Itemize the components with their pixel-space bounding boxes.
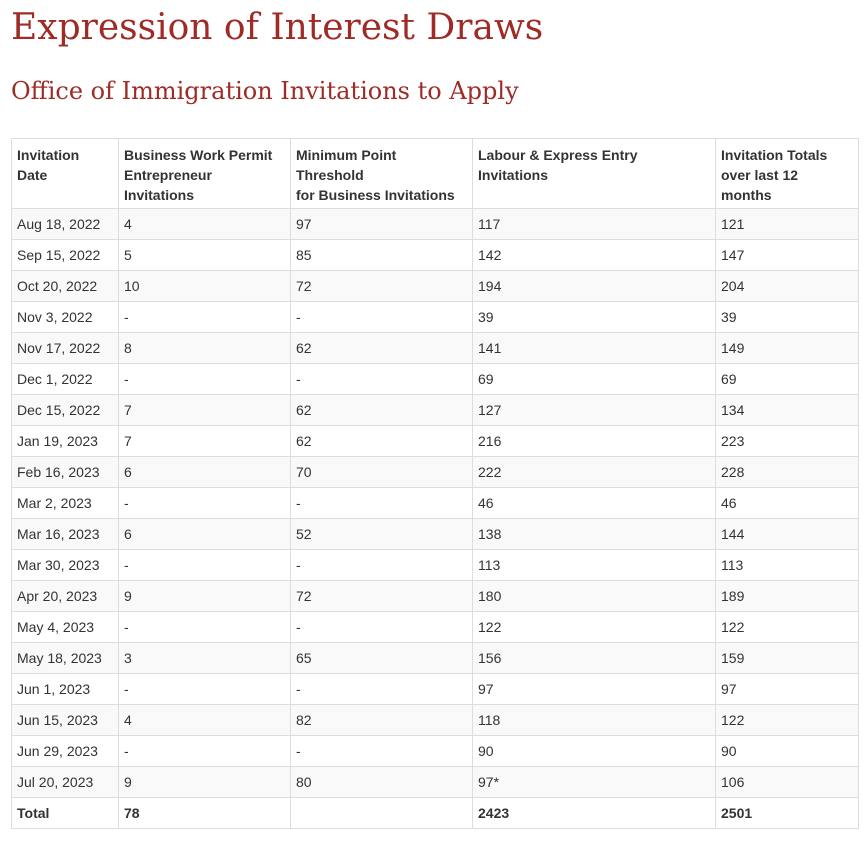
cell-minimum-point: 62: [291, 426, 473, 457]
cell-invitation-date: Mar 30, 2023: [12, 550, 119, 581]
cell-business-invitations: -: [119, 364, 291, 395]
table-row: [12, 767, 859, 798]
cell-invitation-totals: 39: [716, 302, 859, 333]
cell-labour-express-entry: 216: [473, 426, 716, 457]
cell-minimum-point: 52: [291, 519, 473, 550]
cell-minimum-point: -: [291, 488, 473, 519]
cell-invitation-date: Jul 20, 2023: [12, 767, 119, 798]
cell-minimum-point: 82: [291, 705, 473, 736]
cell-invitation-date: Mar 2, 2023: [12, 488, 119, 519]
cell-labour-express-entry: 180: [473, 581, 716, 612]
cell-minimum-point: 85: [291, 240, 473, 271]
cell-business-invitations: 9: [119, 581, 291, 612]
cell-labour-express-entry: 127: [473, 395, 716, 426]
cell-labour-express-entry: 118: [473, 705, 716, 736]
cell-invitation-date: Mar 16, 2023: [12, 519, 119, 550]
header-invitation-totals: Invitation Totals over last 12 months: [716, 139, 859, 209]
cell-invitation-totals: 46: [716, 488, 859, 519]
cell-labour-express-entry: 97: [473, 674, 716, 705]
cell-minimum-point: 72: [291, 581, 473, 612]
total-invitation-totals: 2501: [716, 798, 859, 829]
cell-business-invitations: 4: [119, 209, 291, 240]
cell-invitation-date: Oct 20, 2022: [12, 271, 119, 302]
cell-minimum-point: -: [291, 550, 473, 581]
table-body: [12, 209, 859, 798]
table-row: [12, 488, 859, 519]
cell-business-invitations: 9: [119, 767, 291, 798]
cell-invitation-date: Aug 18, 2022: [12, 209, 119, 240]
cell-invitation-date: Jan 19, 2023: [12, 426, 119, 457]
table-row: [12, 271, 859, 302]
cell-invitation-date: Apr 20, 2023: [12, 581, 119, 612]
cell-business-invitations: 5: [119, 240, 291, 271]
cell-invitation-totals: 144: [716, 519, 859, 550]
cell-invitation-totals: 69: [716, 364, 859, 395]
cell-business-invitations: -: [119, 302, 291, 333]
table-row: [12, 643, 859, 674]
cell-minimum-point: 72: [291, 271, 473, 302]
total-labour-express-entry: 2423: [473, 798, 716, 829]
cell-labour-express-entry: 156: [473, 643, 716, 674]
cell-minimum-point: 80: [291, 767, 473, 798]
cell-invitation-totals: 189: [716, 581, 859, 612]
table-row: [12, 550, 859, 581]
cell-business-invitations: 6: [119, 457, 291, 488]
page-title: Expression of Interest Draws: [11, 7, 544, 48]
cell-labour-express-entry: 97*: [473, 767, 716, 798]
cell-labour-express-entry: 90: [473, 736, 716, 767]
table-row: [12, 395, 859, 426]
cell-labour-express-entry: 141: [473, 333, 716, 364]
page-subtitle: Office of Immigration Invitations to Apply: [11, 77, 519, 105]
cell-labour-express-entry: 222: [473, 457, 716, 488]
table-row: [12, 333, 859, 364]
cell-invitation-date: Jun 15, 2023: [12, 705, 119, 736]
cell-invitation-totals: 121: [716, 209, 859, 240]
cell-invitation-totals: 122: [716, 705, 859, 736]
total-minimum-point: [291, 798, 473, 829]
cell-invitation-date: Dec 1, 2022: [12, 364, 119, 395]
cell-invitation-totals: 147: [716, 240, 859, 271]
eoi-draws-table: [11, 138, 859, 829]
cell-business-invitations: 7: [119, 426, 291, 457]
table-total-row: [12, 798, 859, 829]
cell-invitation-date: Jun 1, 2023: [12, 674, 119, 705]
header-business-work-permit: Business Work Permit Entrepreneur Invitations: [119, 139, 291, 209]
table-row: [12, 674, 859, 705]
cell-labour-express-entry: 39: [473, 302, 716, 333]
cell-invitation-totals: 113: [716, 550, 859, 581]
cell-minimum-point: -: [291, 674, 473, 705]
table-row: [12, 519, 859, 550]
cell-invitation-date: Dec 15, 2022: [12, 395, 119, 426]
cell-business-invitations: 7: [119, 395, 291, 426]
cell-business-invitations: -: [119, 612, 291, 643]
total-business-invitations: 78: [119, 798, 291, 829]
cell-invitation-date: May 4, 2023: [12, 612, 119, 643]
table-row: [12, 581, 859, 612]
cell-business-invitations: -: [119, 488, 291, 519]
cell-minimum-point: 97: [291, 209, 473, 240]
cell-business-invitations: 8: [119, 333, 291, 364]
cell-labour-express-entry: 194: [473, 271, 716, 302]
table-row: [12, 426, 859, 457]
cell-business-invitations: 4: [119, 705, 291, 736]
cell-minimum-point: 62: [291, 333, 473, 364]
cell-labour-express-entry: 142: [473, 240, 716, 271]
cell-invitation-totals: 106: [716, 767, 859, 798]
cell-minimum-point: -: [291, 736, 473, 767]
cell-invitation-totals: 228: [716, 457, 859, 488]
table-row: [12, 209, 859, 240]
table-header-row: [12, 139, 859, 209]
cell-invitation-totals: 90: [716, 736, 859, 767]
cell-labour-express-entry: 46: [473, 488, 716, 519]
cell-invitation-date: Sep 15, 2022: [12, 240, 119, 271]
cell-invitation-totals: 149: [716, 333, 859, 364]
table-row: [12, 457, 859, 488]
cell-invitation-date: Nov 17, 2022: [12, 333, 119, 364]
cell-business-invitations: 10: [119, 271, 291, 302]
cell-minimum-point: 65: [291, 643, 473, 674]
cell-labour-express-entry: 117: [473, 209, 716, 240]
cell-business-invitations: 6: [119, 519, 291, 550]
cell-invitation-totals: 223: [716, 426, 859, 457]
cell-invitation-date: Jun 29, 2023: [12, 736, 119, 767]
cell-invitation-totals: 159: [716, 643, 859, 674]
cell-invitation-date: Nov 3, 2022: [12, 302, 119, 333]
cell-invitation-date: Feb 16, 2023: [12, 457, 119, 488]
header-labour-express-entry: Labour & Express Entry Invitations: [473, 139, 716, 209]
table-row: [12, 364, 859, 395]
cell-business-invitations: -: [119, 550, 291, 581]
header-invitation-date: Invitation Date: [12, 139, 119, 209]
cell-minimum-point: 70: [291, 457, 473, 488]
cell-labour-express-entry: 113: [473, 550, 716, 581]
cell-business-invitations: -: [119, 736, 291, 767]
cell-business-invitations: -: [119, 674, 291, 705]
total-label: Total: [12, 798, 119, 829]
table-row: [12, 612, 859, 643]
table-row: [12, 240, 859, 271]
cell-minimum-point: -: [291, 302, 473, 333]
cell-invitation-totals: 204: [716, 271, 859, 302]
cell-minimum-point: 62: [291, 395, 473, 426]
cell-invitation-totals: 122: [716, 612, 859, 643]
cell-invitation-totals: 97: [716, 674, 859, 705]
table-row: [12, 736, 859, 767]
table-row: [12, 302, 859, 333]
header-minimum-point-threshold: Minimum Point Threshold for Business Invitations: [291, 139, 473, 209]
table-row: [12, 705, 859, 736]
cell-business-invitations: 3: [119, 643, 291, 674]
cell-invitation-totals: 134: [716, 395, 859, 426]
cell-minimum-point: -: [291, 612, 473, 643]
cell-labour-express-entry: 138: [473, 519, 716, 550]
cell-minimum-point: -: [291, 364, 473, 395]
cell-invitation-date: May 18, 2023: [12, 643, 119, 674]
cell-labour-express-entry: 69: [473, 364, 716, 395]
cell-labour-express-entry: 122: [473, 612, 716, 643]
